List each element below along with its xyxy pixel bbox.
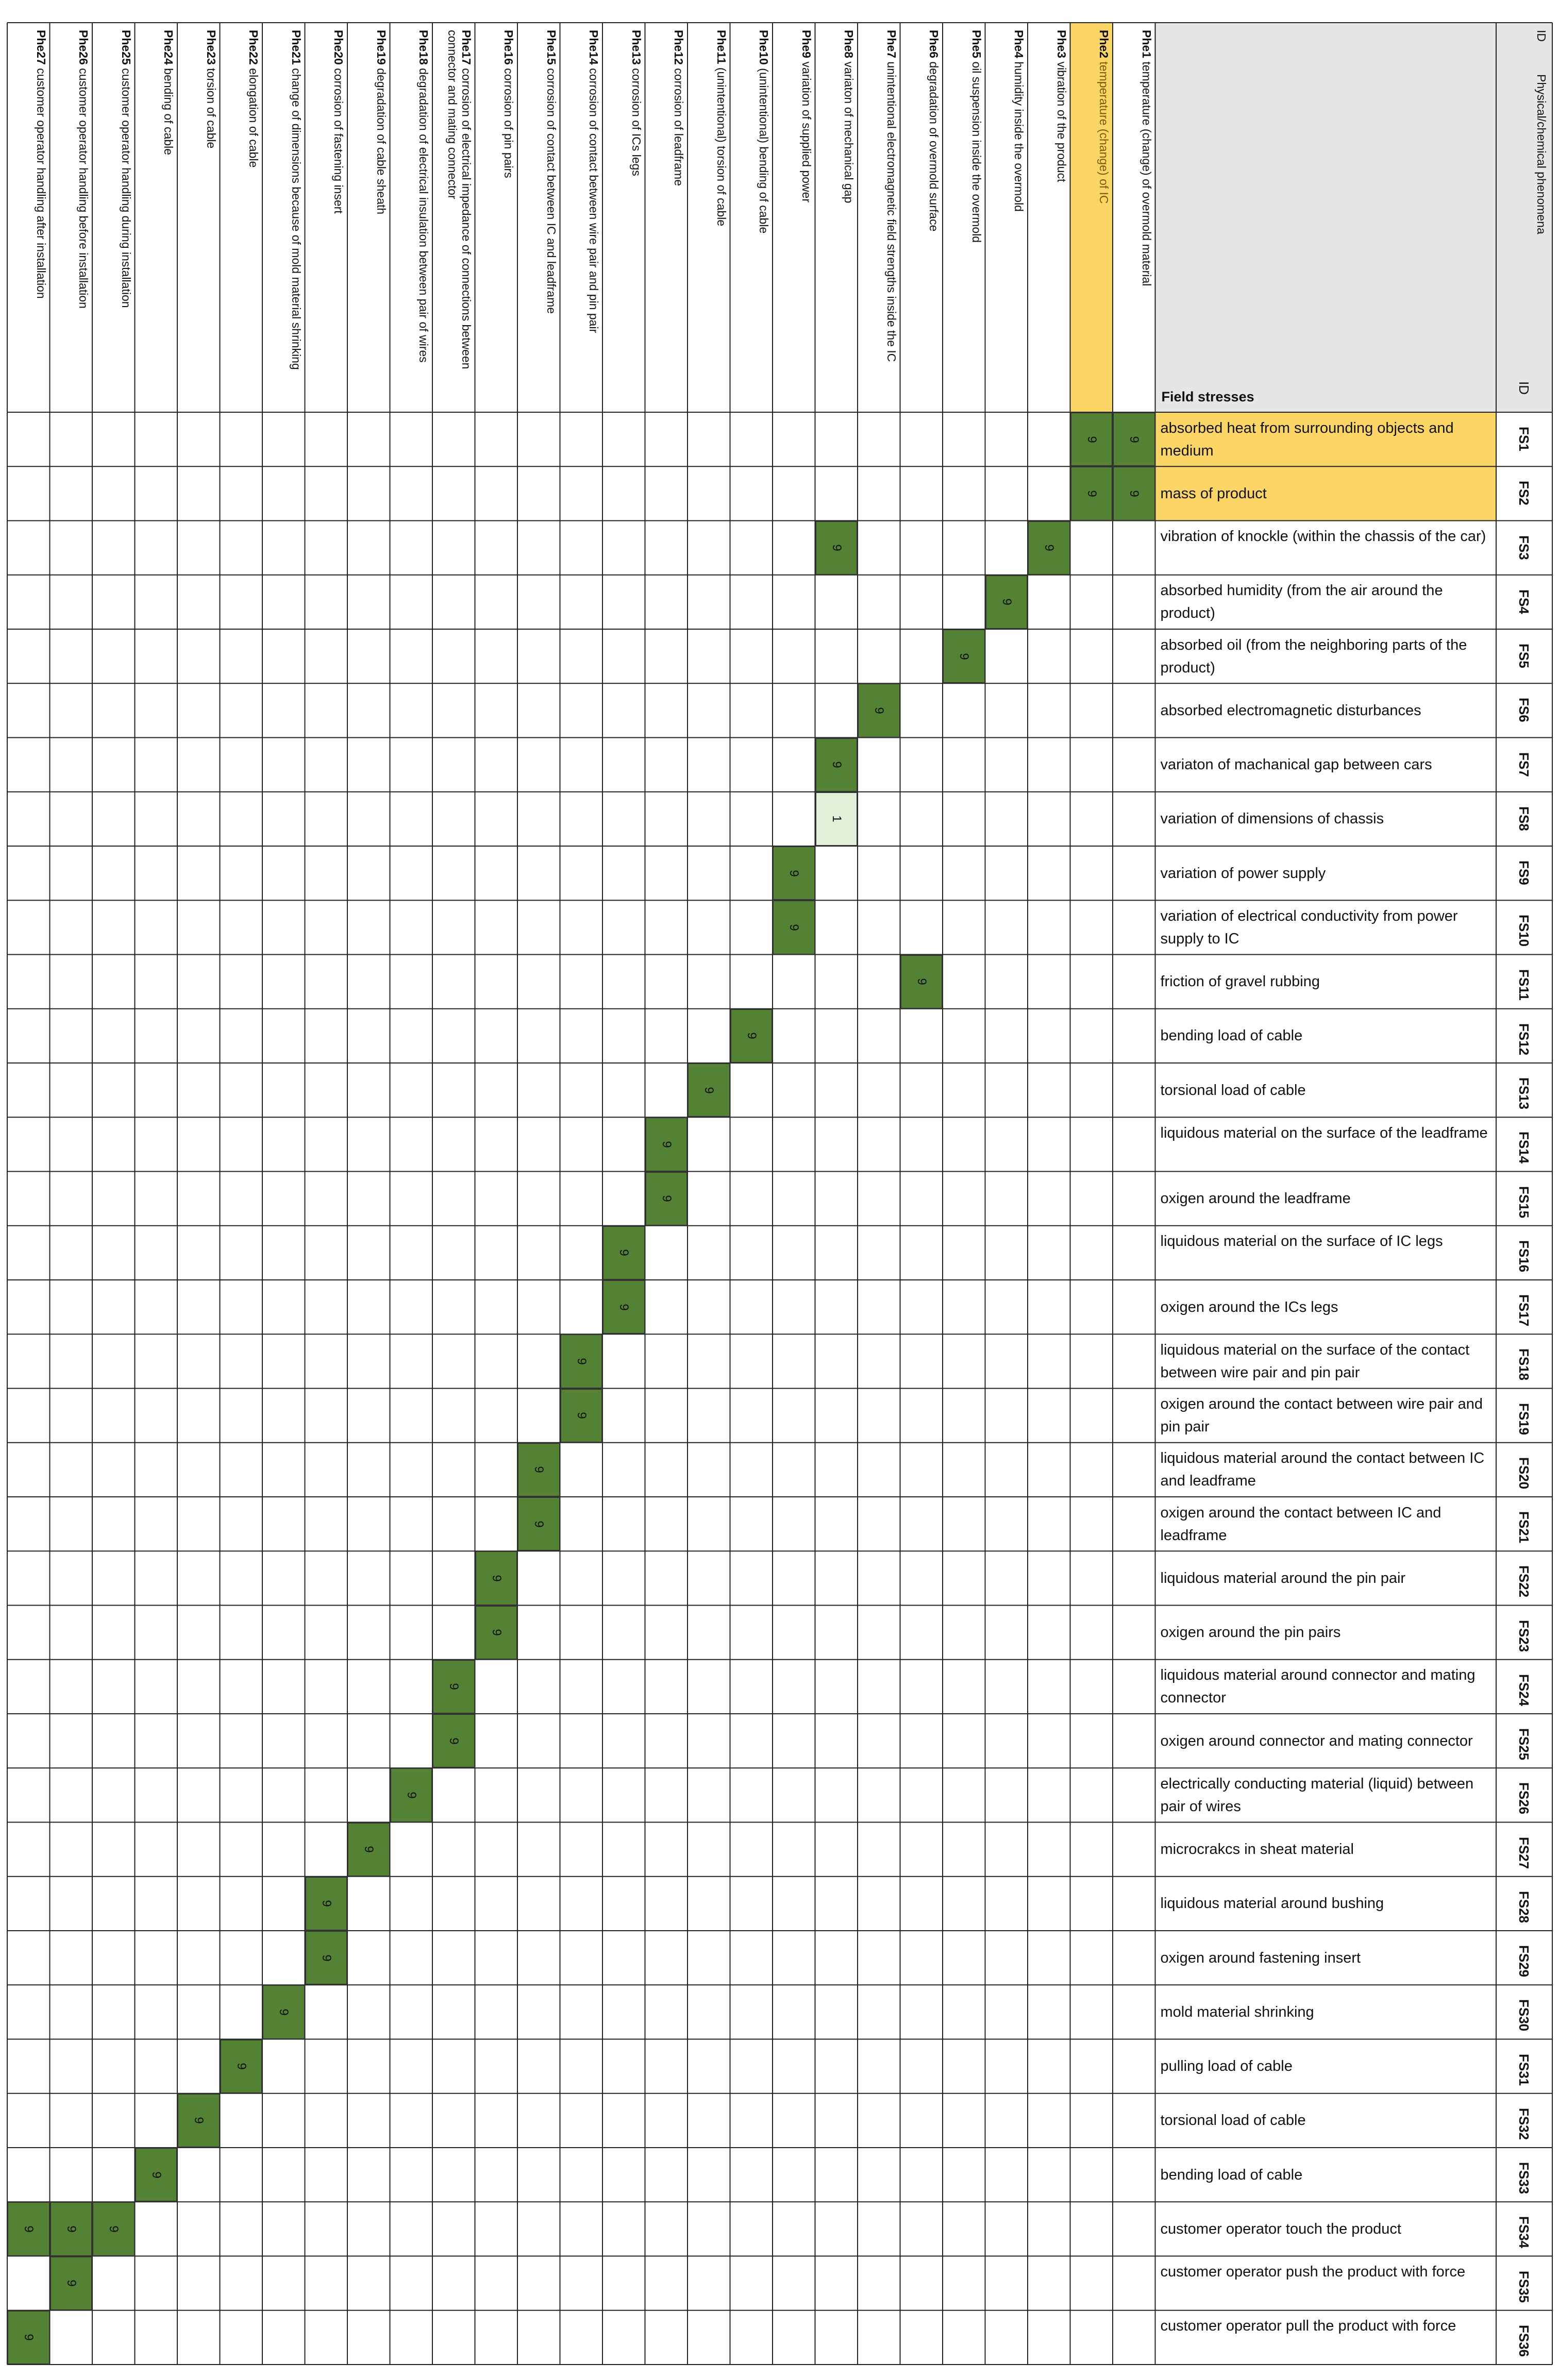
phenomenon-label: variation of supplied power [799, 58, 813, 202]
matrix-cell-fs3-phe8 [815, 521, 858, 575]
phenomenon-label: degradation of overmold surface [927, 58, 941, 232]
phenomenon-header-phe1 [1114, 30, 1153, 407]
phenomenon-header-phe22 [221, 30, 261, 407]
field-stress-id-fs2: FS2 [1516, 481, 1532, 505]
phenomenon-label: vibration of the product [1054, 58, 1068, 182]
field-stress-id-fs3: FS3 [1516, 535, 1532, 560]
field-stress-id-fs1: FS1 [1516, 427, 1532, 451]
phenomenon-id: Phe16 [502, 30, 515, 65]
field-stress-label-fs20: liquidous material around the contact between IC and leadframe [1160, 1450, 1485, 1490]
field-stress-label-fs5: absorbed oil (from the neighboring parts of the product) [1160, 636, 1467, 676]
field-stress-label-fs6: absorbed electromagnetic disturbances [1160, 702, 1421, 719]
phenomenon-label: (unintentional) bending of cable [757, 64, 770, 234]
matrix-cell-fs14-phe12 [645, 1117, 688, 1171]
matrix-cell-value: 9 [532, 1520, 546, 1528]
phenomenon-header-phe24 [136, 30, 176, 407]
matrix-cell-value: 9 [22, 2334, 36, 2341]
field-stress-id-fs24: FS24 [1516, 1674, 1532, 1706]
matrix-cell-fs34-phe25 [92, 2202, 135, 2256]
matrix-cell-value: 9 [744, 1032, 759, 1040]
matrix-cell-value: 9 [64, 2280, 78, 2287]
phenomenon-id: Phe2 [1097, 30, 1111, 58]
matrix-cell-value: 9 [404, 1792, 418, 1799]
phenomenon-label: corrosion of ICs legs [629, 64, 643, 176]
matrix-cell-value: 9 [829, 761, 844, 768]
phenomenon-label: corrosion of fastening insert [332, 64, 345, 214]
field-stress-label-fs2: mass of product [1160, 485, 1267, 502]
phenomenon-id: Phe24 [162, 30, 175, 65]
phenomenon-header-phe7 [859, 30, 898, 407]
field-stress-id-fs17: FS17 [1516, 1294, 1532, 1327]
matrix-cell-fs29-phe20 [305, 1931, 348, 1985]
matrix-cell-value: 9 [957, 652, 971, 660]
phenomenon-label: degradation of electrical insulation between pair of wires [417, 64, 430, 363]
phenomenon-label: (unintentional) torsion of cable [714, 64, 728, 227]
field-stress-label-fs27: microcrakcs in sheat material [1160, 1841, 1354, 1858]
field-stress-label-fs23: oxigen around the pin pairs [1160, 1624, 1341, 1641]
field-stress-label-fs28: liquidous material around bushing [1160, 1895, 1384, 1912]
field-stress-label-fs26: electrically conducting material (liquid) between pair of wires [1160, 1775, 1474, 1815]
phenomenon-header-phe8 [816, 30, 856, 407]
field-stress-id-fs20: FS20 [1516, 1457, 1532, 1489]
field-stress-label-fs14: liquidous material on the surface of the leadframe [1160, 1124, 1488, 1141]
phenomenon-id: Phe21 [289, 30, 303, 65]
phenomenon-header-phe9 [774, 30, 813, 407]
field-stress-id-fs19: FS19 [1516, 1403, 1532, 1435]
field-stress-id-fs28: FS28 [1516, 1891, 1532, 1923]
phenomenon-id: Phe4 [1012, 30, 1026, 58]
field-stress-id-fs5: FS5 [1516, 644, 1532, 668]
field-stress-id-fs13: FS13 [1516, 1077, 1532, 1110]
phenomenon-label: corrosion of electrical impedance of connections between connector and mating connector [445, 30, 473, 369]
field-stress-label-fs32: torsional load of cable [1160, 2112, 1306, 2129]
phenomenon-id: Phe19 [374, 30, 388, 65]
matrix-cell-value: 9 [829, 544, 844, 551]
matrix-cell-value: 9 [659, 1141, 674, 1148]
phenomenon-label: oil suspension inside the overmold [969, 58, 983, 243]
phenomenon-label: corrosion of pin pairs [502, 64, 515, 178]
matrix-cell-value: 9 [107, 2225, 121, 2233]
phenomenon-id: Phe23 [204, 30, 218, 65]
matrix-cell-fs11-phe6 [900, 955, 943, 1009]
matrix-cell-fs6-phe7 [858, 683, 900, 737]
field-stress-label-fs9: variation of power supply [1160, 865, 1326, 882]
field-stress-id-fs6: FS6 [1516, 698, 1532, 722]
matrix-cell-value: 9 [574, 1412, 589, 1419]
field-stress-label-fs34: customer operator touch the product [1160, 2220, 1401, 2237]
matrix-cell-value: 1 [829, 815, 844, 823]
field-stress-label-fs4: absorbed humidity (from the air around the product) [1160, 582, 1443, 622]
field-stress-label-fs1: absorbed heat from surrounding objects and medium [1160, 419, 1454, 459]
phenomenon-header-phe20 [306, 30, 346, 407]
field-stress-id-fs27: FS27 [1516, 1836, 1532, 1869]
field-stress-label-fs21: oxigen around the contact between IC and leadframe [1160, 1504, 1441, 1544]
matrix-cell-value: 9 [787, 869, 801, 877]
phenomenon-id: Phe10 [757, 30, 770, 65]
matrix-cell-fs30-phe21 [262, 1985, 305, 2039]
phenomenon-label: corrosion of contact between wire pair and pin pair [587, 64, 600, 333]
field-stress-id-fs32: FS32 [1516, 2107, 1532, 2140]
phenomenon-label: customer operator handling during installation [119, 64, 133, 308]
phenomenon-header-phe23 [178, 30, 218, 407]
matrix-cell-fs2-phe2 [1070, 466, 1113, 520]
phenomenon-id: Phe6 [927, 30, 941, 58]
matrix-cell-value: 9 [447, 1737, 461, 1745]
field-stress-id-fs15: FS15 [1516, 1186, 1532, 1218]
matrix-cell-value: 9 [914, 978, 929, 985]
matrix-cell-value: 9 [999, 598, 1014, 606]
field-stress-id-fs11: FS11 [1516, 969, 1532, 1001]
field-stress-id-fs30: FS30 [1516, 1999, 1532, 2032]
phenomenon-id: Phe5 [969, 30, 983, 58]
matrix-cell-value: 9 [319, 1900, 333, 1908]
field-stress-id-fs16: FS16 [1516, 1240, 1532, 1272]
matrix-cell-fs28-phe20 [305, 1877, 348, 1931]
phenomenon-label: temperature (change) of overmold material [1139, 58, 1153, 286]
field-stress-label-fs19: oxigen around the contact between wire pair and pin pair [1160, 1396, 1483, 1436]
phenomenon-id: Phe11 [714, 30, 728, 64]
matrix-cell-fs8-phe8 [815, 792, 858, 846]
matrix-cell-fs3-phe3 [1028, 521, 1070, 575]
matrix-cell-fs18-phe14 [560, 1334, 603, 1388]
phenomenon-label: customer operator handling before installation [77, 64, 90, 309]
field-stress-id-fs31: FS31 [1516, 2053, 1532, 2086]
phenomenon-id: Phe1 [1139, 30, 1153, 58]
phenomenon-header-phe15 [518, 30, 558, 407]
phenomenon-header-phe19 [348, 30, 388, 407]
phenomenon-id: Phe12 [672, 30, 685, 65]
phenomenon-label: degradation of cable sheath [374, 64, 388, 215]
field-stress-id-fs22: FS22 [1516, 1565, 1532, 1598]
field-stress-label-fs13: torsional load of cable [1160, 1082, 1306, 1099]
phenomenon-label: change of dimensions because of mold material shrinking [289, 64, 303, 370]
phenomenon-id: Phe26 [77, 30, 90, 65]
field-stress-id-fs9: FS9 [1516, 860, 1532, 885]
matrix-cell-value: 9 [532, 1466, 546, 1474]
matrix-cell-fs15-phe12 [645, 1172, 688, 1226]
matrix-cell-value: 9 [617, 1303, 631, 1311]
field-stress-label-fs12: bending load of cable [1160, 1027, 1303, 1044]
phenomenon-label: customer operator handling after installation [34, 64, 48, 299]
phenomenon-label: torsion of cable [204, 64, 218, 149]
matrix-cell-fs21-phe15 [517, 1497, 560, 1551]
phenomenon-id: Phe18 [417, 30, 430, 65]
field-stress-id-fs14: FS14 [1516, 1132, 1532, 1164]
matrix-cell-fs24-phe17 [432, 1660, 475, 1714]
field-stress-label-fs29: oxigen around fastening insert [1160, 1949, 1361, 1966]
header-fs-id-label: ID [1516, 381, 1532, 395]
field-stress-label-fs10: variation of electrical conductivity from power supply to IC [1160, 907, 1458, 947]
field-stress-label-fs15: oxigen around the leadframe [1160, 1190, 1351, 1207]
field-stress-label-fs11: friction of gravel rubbing [1160, 973, 1320, 990]
phenomenon-header-phe26 [51, 30, 91, 407]
phenomenon-id: Phe17 [459, 30, 473, 65]
phenomenon-header-phe2 [1071, 30, 1111, 407]
field-stress-label-fs22: liquidous material around the pin pair [1160, 1569, 1406, 1586]
phenomenon-id: Phe13 [629, 30, 643, 65]
field-stress-label-fs36: customer operator pull the product with force [1160, 2318, 1456, 2335]
phenomenon-id: Phe9 [799, 30, 813, 58]
field-stress-id-fs25: FS25 [1516, 1728, 1532, 1761]
matrix-cell-fs34-phe26 [50, 2202, 93, 2256]
matrix-cell-value: 9 [1127, 435, 1142, 443]
matrix-cell-fs10-phe9 [773, 900, 815, 954]
phenomenon-header-phe11 [689, 30, 728, 407]
matrix-cell-fs2-phe1 [1113, 466, 1155, 520]
field-stress-label-fs31: pulling load of cable [1160, 2058, 1293, 2075]
field-stress-id-fs33: FS33 [1516, 2162, 1532, 2195]
matrix-cell-fs5-phe5 [943, 629, 985, 683]
matrix-cell-value: 9 [617, 1249, 631, 1257]
matrix-cell-value: 9 [787, 924, 801, 931]
matrix-cell-fs33-phe24 [135, 2148, 178, 2202]
matrix-cell-fs9-phe9 [773, 846, 815, 900]
matrix-cell-fs12-phe10 [730, 1009, 773, 1063]
phenomenon-header-phe21 [263, 30, 303, 407]
phenomenon-label: unintentional electromagnetic field strengths inside the IC [884, 58, 898, 362]
header-field-stresses-label: Field stresses [1161, 389, 1254, 404]
matrix-cell-value: 9 [1042, 544, 1057, 551]
matrix-cell-fs35-phe26 [50, 2256, 93, 2310]
field-stress-label-fs25: oxigen around connector and mating connector [1160, 1732, 1473, 1749]
matrix-cell-value: 9 [872, 707, 886, 714]
matrix-cell-fs4-phe4 [985, 575, 1028, 629]
field-stress-id-fs21: FS21 [1516, 1511, 1532, 1544]
phenomenon-label: corrosion of leadframe [672, 64, 685, 186]
matrix-cell-fs22-phe16 [475, 1551, 518, 1605]
phenomenon-id: Phe27 [34, 30, 48, 65]
matrix-cell-value: 9 [1084, 490, 1099, 497]
phenomenon-header-phe3 [1029, 30, 1068, 407]
matrix-cell-value: 9 [22, 2225, 36, 2233]
field-stress-id-fs8: FS8 [1516, 806, 1532, 831]
matrix-cell-fs34-phe27 [7, 2202, 50, 2256]
field-stress-id-fs4: FS4 [1516, 589, 1532, 614]
matrix-cell-value: 9 [319, 1954, 333, 1962]
matrix-cell-fs1-phe1 [1113, 412, 1155, 466]
matrix-cell-value: 9 [192, 2117, 206, 2124]
header-label-background [1155, 23, 1497, 412]
matrix-cell-value: 9 [659, 1195, 674, 1202]
phenomenon-header-phe5 [944, 30, 983, 407]
phenomenon-header-phe14 [561, 30, 601, 407]
phenomenon-id: Phe14 [587, 30, 600, 65]
field-stress-label-fs35: customer operator push the product with force [1160, 2264, 1466, 2281]
field-stress-label-fs30: mold material shrinking [1160, 2003, 1314, 2020]
matrix-cell-fs20-phe15 [517, 1443, 560, 1497]
field-stress-label-fs18: liquidous material on the surface of the contact between wire pair and pin pair [1160, 1341, 1470, 1381]
phenomenon-id: Phe22 [247, 30, 260, 65]
phenomenon-id: Phe7 [884, 30, 898, 58]
field-stress-id-fs23: FS23 [1516, 1619, 1532, 1652]
matrix-cell-fs32-phe23 [177, 2094, 220, 2148]
matrix-cell-value: 9 [702, 1086, 716, 1094]
matrix-cell-fs27-phe19 [347, 1822, 390, 1877]
matrix-cell-fs23-phe16 [475, 1606, 518, 1660]
phenomenon-label: elongation of cable [247, 64, 260, 168]
matrix-cell-value: 9 [447, 1683, 461, 1691]
field-stress-id-fs7: FS7 [1516, 752, 1532, 777]
header-phenomena-label: Physical/chemical phenomena [1535, 74, 1548, 234]
phenomenon-header-phe16 [476, 30, 516, 407]
matrix-cell-value: 9 [1127, 490, 1142, 497]
field-stress-label-fs3: vibration of knockle (within the chassis of the car) [1160, 528, 1486, 545]
phenomenon-id: Phe20 [332, 30, 345, 65]
phenomenon-id: Phe3 [1054, 30, 1068, 58]
matrix-cell-value: 9 [64, 2225, 78, 2233]
phenomenon-label: variaton of mechanical gap [842, 58, 856, 204]
matrix-cell-value: 9 [489, 1629, 504, 1636]
field-stress-label-fs17: oxigen around the ICs legs [1160, 1298, 1338, 1315]
header-id-label: ID [1535, 30, 1548, 42]
phenomenon-id: Phe15 [544, 30, 558, 65]
phenomenon-header-phe6 [901, 30, 941, 407]
phenomenon-header-phe27 [8, 30, 48, 407]
phenomenon-header-phe25 [93, 30, 133, 407]
phenomenon-label: bending of cable [162, 64, 175, 155]
matrix-cell-fs19-phe14 [560, 1389, 603, 1443]
matrix-cell-fs31-phe22 [220, 2039, 263, 2094]
phenomenon-header-phe4 [986, 30, 1026, 407]
matrix-cell-fs1-phe2 [1070, 412, 1113, 466]
phenomenon-label: humidity inside the overmold [1012, 58, 1026, 212]
phenomenon-header-phe18 [391, 30, 431, 407]
phenomenon-header-phe13 [604, 30, 643, 407]
phenomenon-id: Phe25 [119, 30, 133, 65]
matrix-cell-value: 9 [362, 1846, 376, 1853]
phenomenon-label: corrosion of contact between IC and leadframe [544, 64, 558, 314]
phenomenon-header-phe12 [646, 30, 686, 407]
matrix-cell-value: 9 [574, 1358, 589, 1365]
field-stress-id-fs12: FS12 [1516, 1023, 1532, 1055]
matrix-cell-value: 9 [149, 2171, 163, 2179]
field-stress-label-fs33: bending load of cable [1160, 2166, 1303, 2183]
matrix-cell-fs36-phe27 [7, 2310, 50, 2365]
field-stress-id-fs35: FS35 [1516, 2270, 1532, 2303]
field-stress-id-fs29: FS29 [1516, 1945, 1532, 1978]
field-stress-label-fs8: variation of dimensions of chassis [1160, 811, 1384, 828]
field-stress-id-fs18: FS18 [1516, 1348, 1532, 1381]
matrix-cell-fs16-phe13 [602, 1226, 645, 1280]
matrix-cell-fs26-phe18 [390, 1768, 433, 1822]
matrix-cell-value: 9 [277, 2008, 291, 2016]
field-stress-label-fs7: variaton of machanical gap between cars [1160, 756, 1432, 773]
matrix-cell-value: 9 [1084, 435, 1099, 443]
matrix-cell-fs25-phe17 [432, 1714, 475, 1768]
matrix-cell-fs13-phe11 [688, 1063, 730, 1117]
field-stress-id-fs10: FS10 [1516, 915, 1532, 947]
matrix-cell-value: 9 [489, 1575, 504, 1582]
field-stress-id-fs34: FS34 [1516, 2216, 1532, 2249]
matrix-cell-fs17-phe13 [602, 1280, 645, 1334]
phenomenon-header-phe17 [433, 30, 473, 407]
field-stress-id-fs26: FS26 [1516, 1782, 1532, 1815]
field-stress-id-fs36: FS36 [1516, 2324, 1532, 2357]
field-stress-label-fs16: liquidous material on the surface of IC legs [1160, 1233, 1443, 1250]
matrix-cell-fs7-phe8 [815, 738, 858, 792]
phenomenon-label: temperature (change) of IC [1097, 58, 1111, 204]
field-stress-label-fs24: liquidous material around connector and mating connector [1160, 1667, 1476, 1707]
matrix-cell-value: 9 [234, 2063, 248, 2070]
phenomenon-id: Phe8 [842, 30, 856, 58]
phenomenon-header-phe10 [731, 30, 771, 407]
